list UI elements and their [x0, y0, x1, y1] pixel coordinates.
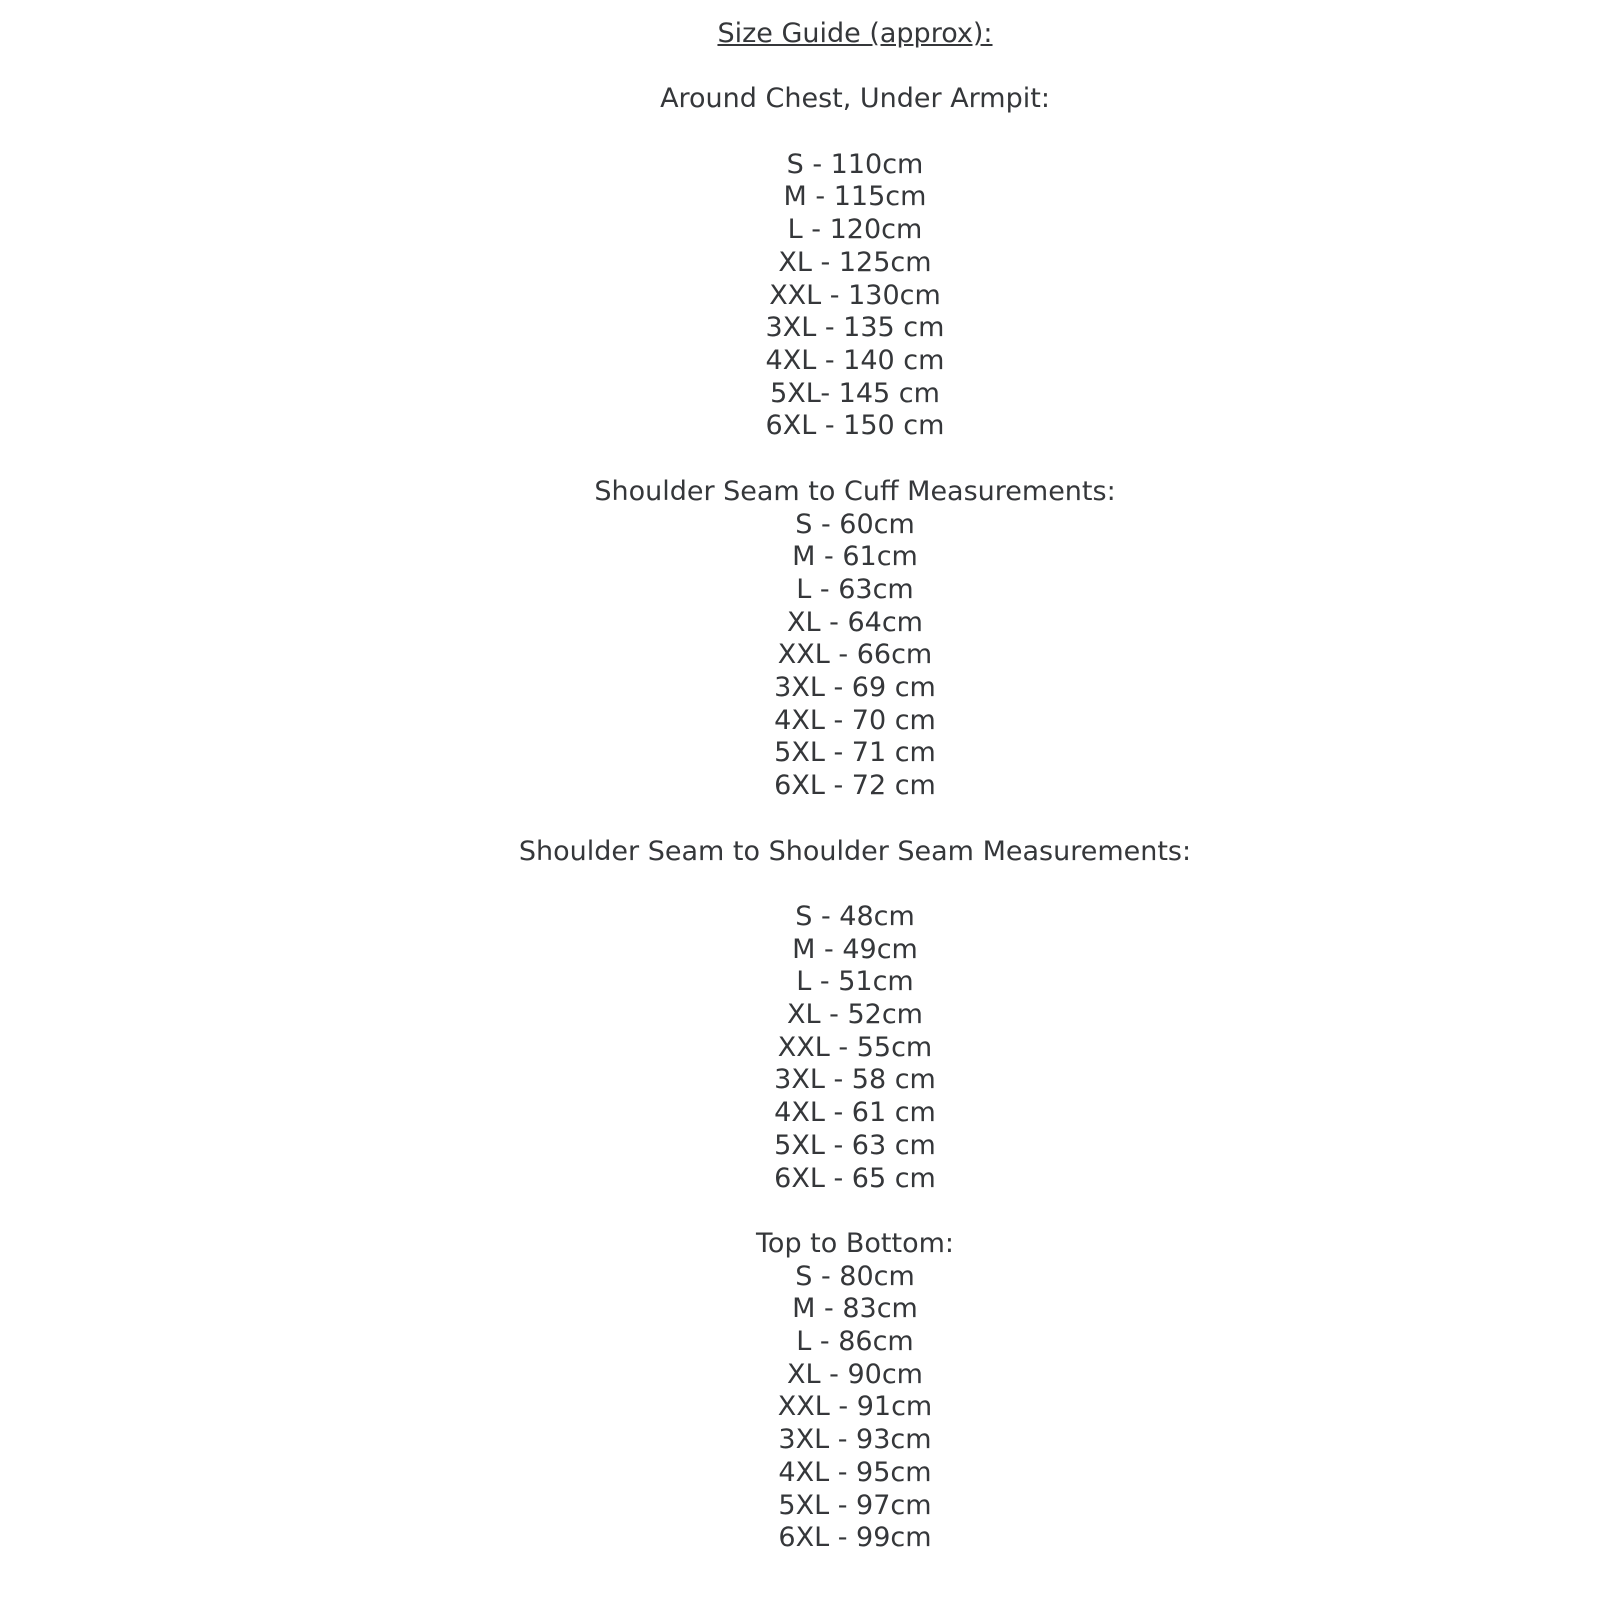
size-line: XXL - 130cm: [769, 279, 941, 311]
size-line: 4XL - 95cm: [778, 1456, 932, 1488]
size-section: [110, 1228, 1600, 1555]
size-line: 6XL - 65 cm: [774, 1162, 936, 1194]
size-line: XL - 90cm: [787, 1358, 923, 1390]
size-line: S - 48cm: [795, 900, 915, 932]
size-line: S - 110cm: [786, 148, 924, 180]
size-line: 6XL - 99cm: [778, 1522, 932, 1554]
section-lines: [110, 901, 1600, 1195]
size-line: 5XL - 97cm: [778, 1489, 932, 1521]
size-line: 6XL - 72 cm: [774, 770, 936, 802]
size-line: XXL - 91cm: [777, 1391, 933, 1423]
size-line: XXL - 55cm: [777, 1031, 933, 1063]
size-line: 5XL - 63 cm: [774, 1129, 936, 1161]
size-line: XXL - 66cm: [777, 639, 933, 671]
size-line: XL - 125cm: [778, 246, 932, 278]
size-section: [110, 476, 1600, 803]
section-heading: Top to Bottom:: [756, 1227, 954, 1259]
size-sections: [110, 83, 1600, 1555]
size-line: XL - 64cm: [787, 606, 923, 638]
size-guide-document: [110, 0, 1600, 1555]
size-line: L - 120cm: [787, 214, 923, 246]
size-line: 3XL - 69 cm: [774, 672, 936, 704]
page-title: Size Guide (approx):: [717, 18, 993, 49]
size-line: 4XL - 61 cm: [774, 1097, 936, 1129]
size-line: XL - 52cm: [787, 999, 923, 1031]
size-line: S - 80cm: [795, 1260, 915, 1292]
size-line: L - 63cm: [796, 573, 914, 605]
size-line: 6XL - 150 cm: [765, 410, 945, 442]
section-heading: Around Chest, Under Armpit:: [660, 83, 1050, 115]
size-line: 3XL - 135 cm: [765, 312, 945, 344]
section-heading: Shoulder Seam to Cuff Measurements:: [594, 475, 1116, 507]
size-line: L - 86cm: [796, 1326, 914, 1358]
size-line: M - 83cm: [792, 1293, 918, 1325]
section-lines: [110, 1261, 1600, 1555]
size-line: 4XL - 70 cm: [774, 704, 936, 736]
size-section: [110, 836, 1600, 1196]
size-line: 5XL - 71 cm: [774, 737, 936, 769]
size-line: M - 61cm: [792, 541, 918, 573]
section-heading: Shoulder Seam to Shoulder Seam Measurements:: [518, 835, 1192, 867]
size-line: S - 60cm: [795, 508, 915, 540]
size-line: 5XL- 145 cm: [770, 377, 940, 409]
size-line: 4XL - 140 cm: [765, 345, 945, 376]
size-line: L - 51cm: [796, 966, 914, 998]
size-section: [110, 83, 1600, 443]
size-line: M - 49cm: [792, 933, 918, 965]
section-lines: [110, 509, 1600, 803]
size-line: M - 115cm: [783, 181, 927, 213]
size-line: 3XL - 58 cm: [774, 1064, 936, 1096]
size-line: 3XL - 93cm: [778, 1424, 932, 1456]
section-lines: [110, 149, 1600, 443]
